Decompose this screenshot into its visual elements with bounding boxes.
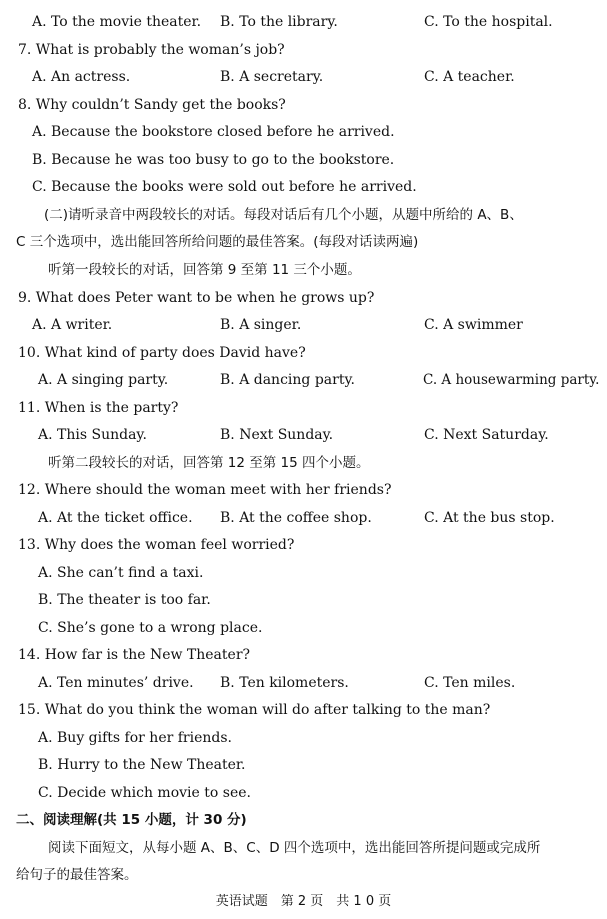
q11-options	[0, 426, 607, 444]
q7-question: 7. What is probably the woman’s job?	[18, 42, 285, 58]
dialogue1-intro: 听第一段较长的对话，回答第 9 至第 11 三个小题。	[48, 262, 361, 278]
q8-option-b: B. Because he was too busy to go to the bookstore.	[32, 152, 395, 168]
q13-option-c: C. She’s gone to a wrong place.	[38, 620, 263, 636]
q10-option-c: C. A housewarming party.	[423, 372, 600, 388]
q14-option-a: A. Ten minutes’ drive.	[38, 675, 194, 691]
section2-intro-line2: C 三个选项中，选出能回答所给问题的最佳答案。(每段对话读两遍)	[16, 234, 419, 250]
q8-option-a: A. Because the bookstore closed before he arrived.	[32, 124, 395, 140]
q9-question: 9. What does Peter want to be when he grows up?	[18, 290, 375, 306]
q9-options	[0, 316, 607, 334]
q11-option-c: C. Next Saturday.	[424, 427, 549, 443]
q13-option-a: A. She can’t find a taxi.	[38, 565, 204, 581]
q6-option-b: B. To the library.	[220, 14, 338, 30]
q12-option-a: A. At the ticket office.	[38, 510, 193, 526]
q15-option-b: B. Hurry to the New Theater.	[38, 757, 246, 773]
q12-options	[0, 509, 607, 527]
q14-options	[0, 674, 607, 692]
q12-option-c: C. At the bus stop.	[424, 510, 555, 526]
q9-option-a: A. A writer.	[32, 317, 113, 333]
q6-option-a: A. To the movie theater.	[32, 14, 202, 30]
q7-option-a: A. An actress.	[32, 69, 131, 85]
q14-question: 14. How far is the New Theater?	[18, 647, 251, 663]
q12-question: 12. Where should the woman meet with her friends?	[18, 482, 392, 498]
q11-option-b: B. Next Sunday.	[220, 427, 334, 443]
q6-option-c: C. To the hospital.	[424, 14, 553, 30]
q8-question: 8. Why couldn’t Sandy get the books?	[18, 97, 286, 113]
q7-option-b: B. A secretary.	[220, 69, 324, 85]
q13-question: 13. Why does the woman feel worried?	[18, 537, 295, 553]
reading-heading: 二、阅读理解(共 15 小题，计 30 分)	[16, 812, 247, 828]
q10-option-a: A. A singing party.	[38, 372, 169, 388]
q8-option-c: C. Because the books were sold out before he arrived.	[32, 179, 417, 195]
q12-option-b: B. At the coffee shop.	[220, 510, 372, 526]
q14-option-c: C. Ten miles.	[424, 675, 516, 691]
q6-options	[0, 13, 607, 31]
q13-option-b: B. The theater is too far.	[38, 592, 211, 608]
q10-options	[0, 371, 607, 389]
reading-instruction-line2: 给句子的最佳答案。	[16, 867, 138, 883]
q10-question: 10. What kind of party does David have?	[18, 345, 306, 361]
q11-option-a: A. This Sunday.	[38, 427, 147, 443]
section2-intro-line1: (二)请听录音中两段较长的对话。每段对话后有几个小题，从题中所给的 A、B、	[44, 207, 523, 223]
dialogue2-intro: 听第二段较长的对话，回答第 12 至第 15 四个小题。	[48, 455, 370, 471]
q7-options	[0, 68, 607, 86]
q15-option-a: A. Buy gifts for her friends.	[38, 730, 233, 746]
q11-question: 11. When is the party?	[18, 400, 179, 416]
q14-option-b: B. Ten kilometers.	[220, 675, 349, 691]
q10-option-b: B. A dancing party.	[220, 372, 355, 388]
page-footer: 英语试题 第 2 页 共 1 0 页	[215, 894, 392, 909]
q7-option-c: C. A teacher.	[424, 69, 515, 85]
q15-option-c: C. Decide which movie to see.	[38, 785, 251, 801]
q9-option-c: C. A swimmer	[424, 317, 523, 333]
q15-question: 15. What do you think the woman will do after talking to the man?	[18, 702, 491, 718]
reading-instruction-line1: 阅读下面短文，从每小题 A、B、C、D 四个选项中，选出能回答所提问题或完成所	[48, 840, 541, 856]
q9-option-b: B. A singer.	[220, 317, 302, 333]
